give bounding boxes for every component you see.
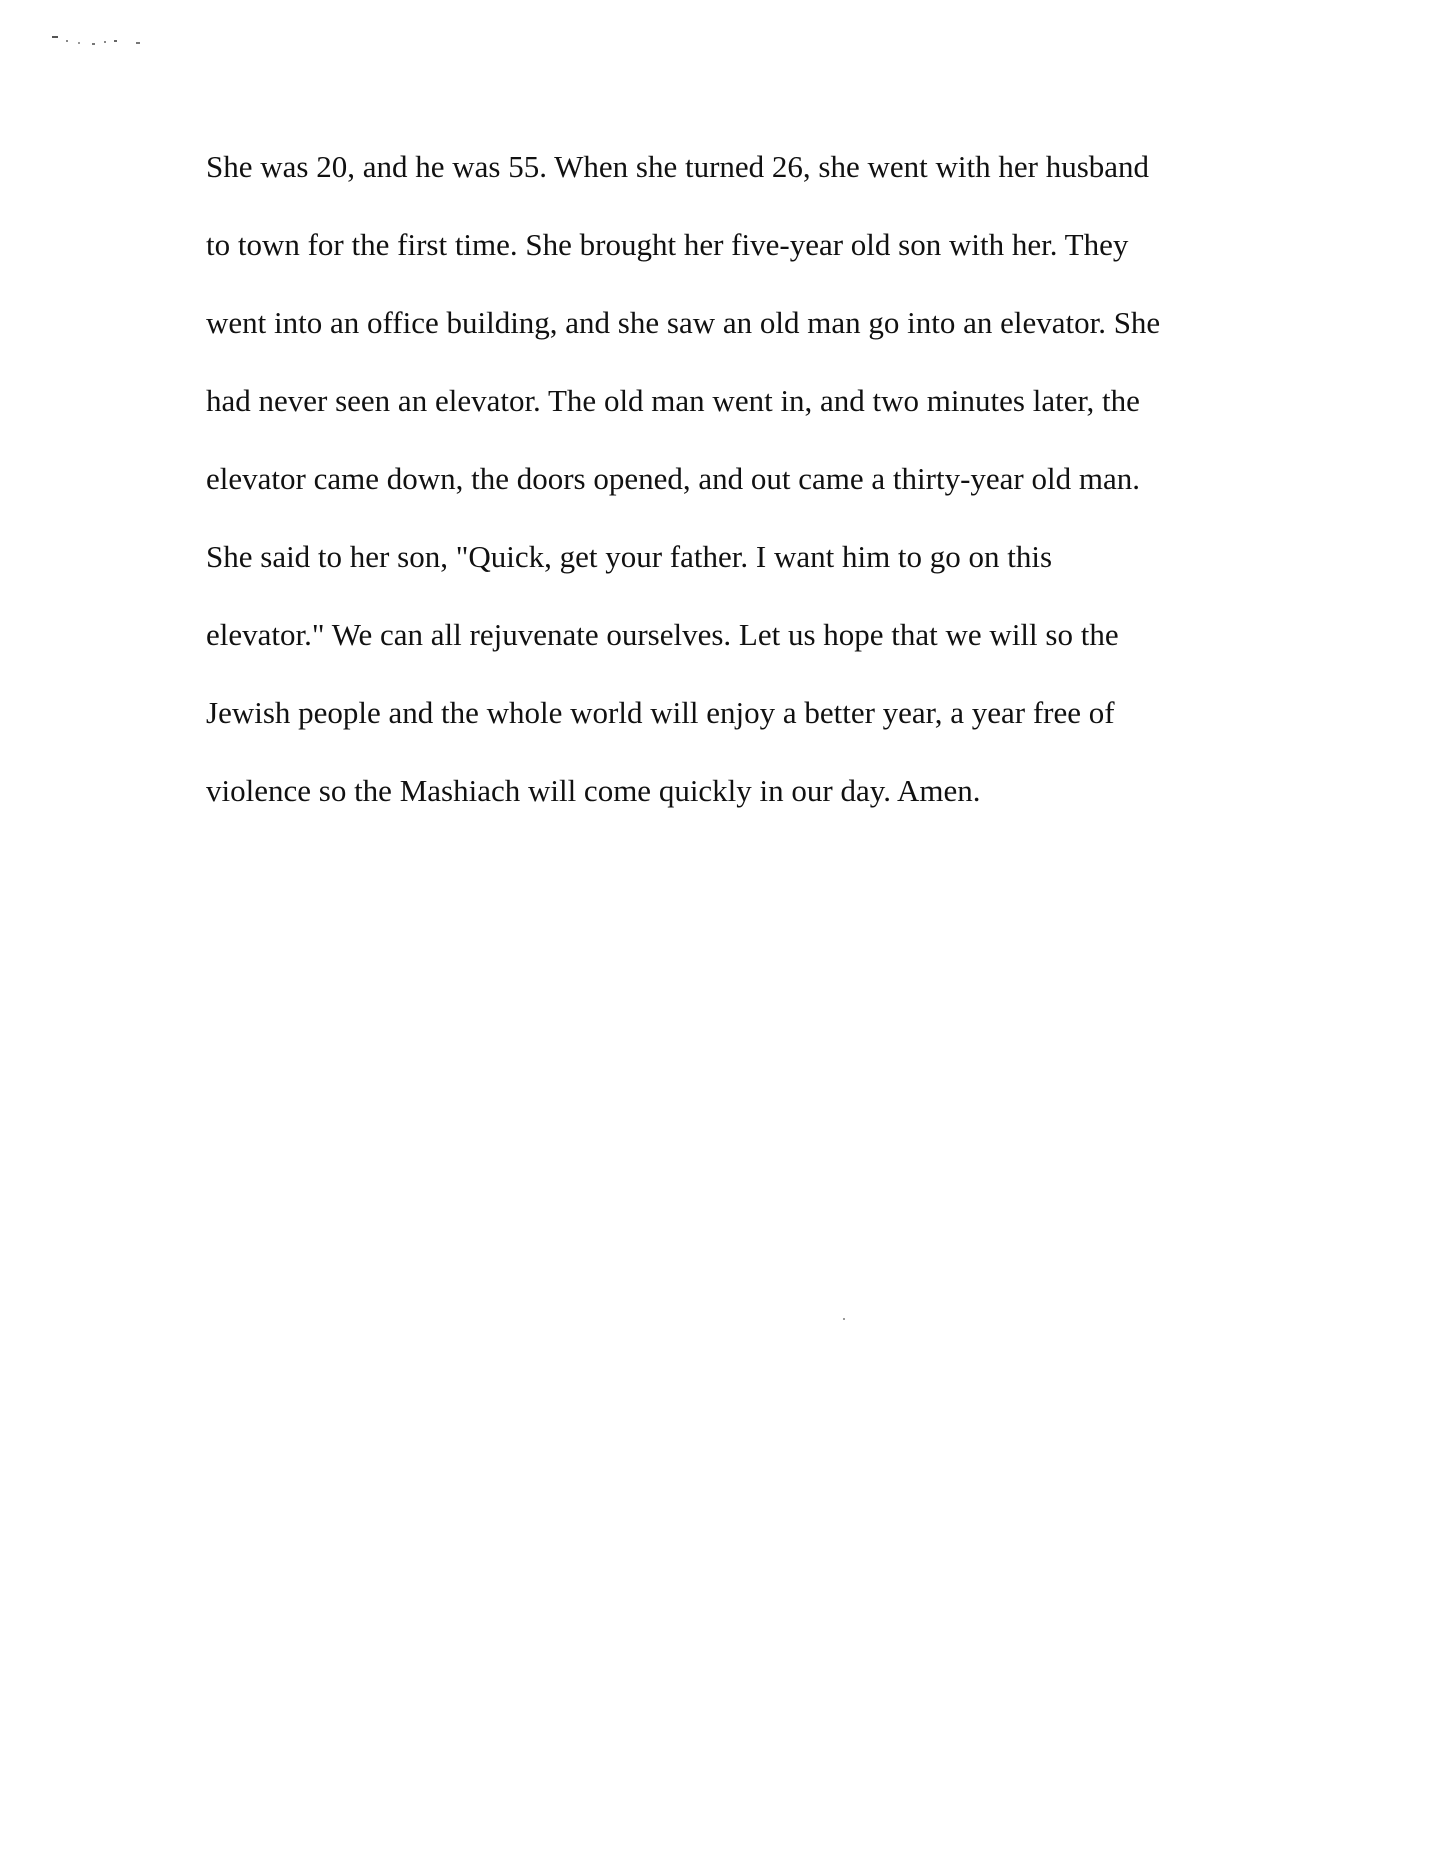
- text-line: Jewish people and the whole world will enjoy a better year, a year free of: [206, 695, 1115, 730]
- text-line: had never seen an elevator. The old man went in, and two minutes later, the: [206, 383, 1140, 418]
- text-line: She was 20, and he was 55. When she turned 26, she went with her husband: [206, 149, 1150, 184]
- text-line: to town for the first time. She brought her five-year old son with her. They: [206, 227, 1129, 262]
- scan-artifact-dot: [843, 1318, 845, 1320]
- text-line: violence so the Mashiach will come quickly in our day. Amen.: [206, 773, 981, 808]
- text-line: elevator came down, the doors opened, and out came a thirty-year old man.: [206, 461, 1140, 496]
- text-line: went into an office building, and she saw an old man go into an elevator. She: [206, 305, 1161, 340]
- text-line: elevator." We can all rejuvenate ourselves. Let us hope that we will so the: [206, 617, 1119, 652]
- text-line: She said to her son, "Quick, get your father. I want him to go on this: [206, 539, 1053, 574]
- body-paragraph: [206, 128, 1216, 830]
- scan-artifact-marks: [52, 34, 152, 48]
